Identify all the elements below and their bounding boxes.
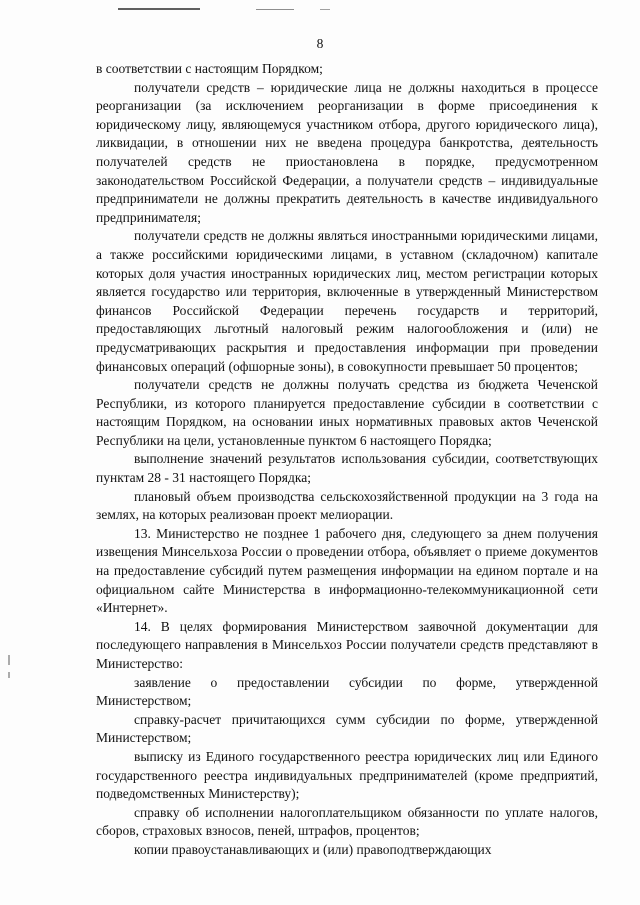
paragraph: справку об исполнении налогоплательщиком обязанности по уплате налогов, сборов, страховых взносов, пеней, штрафов, процентов; <box>96 804 598 839</box>
paragraph: заявление о предоставлении субсидии по форме, утвержденной Министерством; <box>96 674 598 709</box>
paragraph: 13. Министерство не позднее 1 рабочего дня, следующего за днем получения извещения Минсельхоза России о проведении отбора, объявляет о приеме документов на предоставление субсидий путем размещения информации на едином портале и на официальном сайте Министерства в информационно-телекоммуникационной сети «Интернет». <box>96 525 598 616</box>
paragraph: получатели средств не должны получать средства из бюджета Чеченской Республики, из которого планируется предоставление субсидии в соответствии с настоящим Порядком, на основании иных нормативных правовых актов Чеченской Республики на цели, установленные пунктом 6 настоящего Порядка; <box>96 377 598 448</box>
paragraph: получатели средств не должны являться иностранными юридическими лицами, а также российскими юридическими лицами, в уставном (складочном) капитале которых доля участия иностранных юридических лиц, местом регистрации которых является государство или территория, включенные в утвержденный Министерством финансов Российской Федерации перечень государств и территорий, предоставляющих льготный налоговый режим налогообложения и (или) не предусматривающих раскрытия и предоставления информации при проведении финансовых операций (офшорные зоны), в совокупности превышает 50 процентов; <box>96 228 598 374</box>
paragraph: в соответствии с настоящим Порядком; <box>96 61 323 76</box>
paragraph: получатели средств – юридические лица не должны находиться в процессе реорганизации (за исключением реорганизации в форме присоединения к юридическому лицу, являющемуся участником отбора, другого юридического лица), ликвидации, в отношении них не введена процедура банкротства, деятельность получателей средств не приостановлена в порядке, предусмотренном законодательством Российской Федерации, а получатели средств – индивидуальные предприниматели не должны прекратить деятельность в качестве индивидуального предпринимателя; <box>96 79 598 225</box>
paragraph: справку-расчет причитающихся сумм субсидии по форме, утвержденной Министерством; <box>96 711 598 746</box>
scan-artifact <box>256 9 294 10</box>
paragraph: 14. В целях формирования Министерством заявочной документации для последующего направления в Минсельхоз России получатели средств представляют в Министерство: <box>96 618 598 671</box>
scan-artifact <box>320 9 330 10</box>
paragraph: копии правоустанавливающих и (или) правоподтверждающих <box>134 841 492 857</box>
margin-speck <box>8 672 10 678</box>
paragraph: выписку из Единого государственного реестра юридических лиц или Единого государственного реестра индивидуальных предпринимателей (кроме предприятий, подведомственных Министерству); <box>96 748 598 802</box>
paragraph: плановый объем производства сельскохозяйственной продукции на 3 года на землях, на которых реализован проект мелиорации. <box>96 488 598 523</box>
document-body <box>96 60 598 860</box>
margin-speck <box>8 655 10 665</box>
scan-artifact <box>118 8 200 10</box>
page-number: 8 <box>316 36 324 51</box>
paragraph: выполнение значений результатов использования субсидии, соответствующих пунктам 28 - 31 настоящего Порядка; <box>96 451 598 486</box>
